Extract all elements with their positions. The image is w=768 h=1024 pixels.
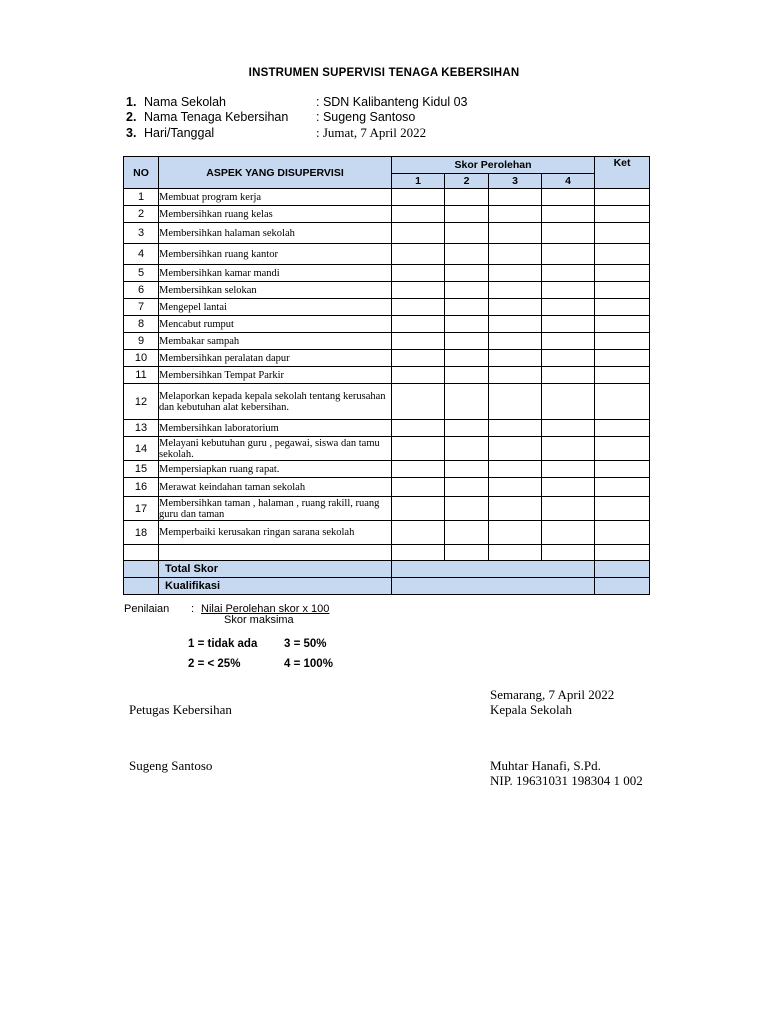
info-value: : SDN Kalibanteng Kidul 03 [316, 95, 468, 109]
right-signer-name: Muhtar Hanafi, S.Pd. [490, 758, 601, 773]
score-cell-3[interactable] [489, 223, 542, 244]
score-cell-2[interactable] [445, 384, 489, 420]
ket-cell[interactable] [595, 461, 650, 478]
score-cell-1[interactable] [392, 384, 445, 420]
row-number: 14 [124, 437, 159, 461]
table-row [124, 478, 650, 497]
score-cell-2[interactable] [445, 437, 489, 461]
row-aspect: Mengepel lantai [159, 299, 392, 316]
info-number: 2. [126, 110, 137, 124]
total-ket-cell[interactable] [595, 561, 650, 578]
score-cell-3[interactable] [489, 189, 542, 206]
score-cell-2[interactable] [445, 265, 489, 282]
score-cell-1[interactable] [392, 299, 445, 316]
row-number: 4 [124, 244, 159, 265]
score-cell-1[interactable] [392, 350, 445, 367]
score-cell-4[interactable] [542, 461, 595, 478]
penilaian-colon: : [191, 603, 195, 615]
info-label: Nama Sekolah [144, 95, 226, 109]
kualifikasi-row [124, 578, 650, 595]
score-cell-2[interactable] [445, 521, 489, 545]
score-cell-2[interactable] [445, 333, 489, 350]
ket-cell[interactable] [595, 350, 650, 367]
ket-cell[interactable] [595, 497, 650, 521]
score-cell-4[interactable] [542, 206, 595, 223]
score-cell-4[interactable] [542, 189, 595, 206]
signature-date: Semarang, 7 April 2022 [490, 687, 615, 702]
table-row [124, 461, 650, 478]
score-cell-1[interactable] [392, 367, 445, 384]
table-row [124, 206, 650, 223]
score-cell-4[interactable] [542, 497, 595, 521]
row-aspect: Membuat program kerja [159, 189, 392, 206]
row-aspect: Membersihkan laboratorium [159, 420, 392, 437]
row-number: 6 [124, 282, 159, 299]
ket-cell[interactable] [595, 223, 650, 244]
score-cell-4[interactable] [542, 223, 595, 244]
header-skor: Skor Perolehan [392, 157, 595, 174]
score-cell-1[interactable] [392, 497, 445, 521]
info-date [126, 125, 426, 141]
score-cell-4[interactable] [542, 299, 595, 316]
score-cell-3[interactable] [489, 461, 542, 478]
left-signer-role: Petugas Kebersihan [129, 702, 232, 717]
score-cell-4[interactable] [542, 521, 595, 545]
ket-cell[interactable] [595, 333, 650, 350]
score-cell-3[interactable] [489, 367, 542, 384]
row-aspect: Membersihkan taman , halaman , ruang rakill, ruang guru dan taman [159, 497, 392, 521]
row-number: 1 [124, 189, 159, 206]
row-aspect: Membersihkan kamar mandi [159, 265, 392, 282]
row-aspect: Membersihkan ruang kantor [159, 244, 392, 265]
score-cell-1[interactable] [392, 316, 445, 333]
table-row [124, 497, 650, 521]
scale-item: 1 = tidak ada [188, 638, 258, 650]
score-cell-4[interactable] [542, 545, 595, 561]
ket-cell[interactable] [595, 420, 650, 437]
ket-cell[interactable] [595, 244, 650, 265]
score-cell-1[interactable] [392, 521, 445, 545]
header-ket: Ket [595, 157, 650, 189]
table-row [124, 367, 650, 384]
score-cell-2[interactable] [445, 420, 489, 437]
score-cell-1[interactable] [392, 333, 445, 350]
score-cell-3[interactable] [489, 350, 542, 367]
score-cell-3[interactable] [489, 420, 542, 437]
formula-denominator: Skor maksima [224, 614, 294, 626]
table-row [124, 437, 650, 461]
score-cell-1[interactable] [392, 282, 445, 299]
ket-cell[interactable] [595, 316, 650, 333]
row-number: 10 [124, 350, 159, 367]
table-row [124, 316, 650, 333]
kualifikasi-ket-cell[interactable] [595, 578, 650, 595]
row-aspect: Membersihkan Tempat Parkir [159, 367, 392, 384]
score-cell-2[interactable] [445, 350, 489, 367]
row-aspect: Membakar sampah [159, 333, 392, 350]
score-cell-4[interactable] [542, 437, 595, 461]
score-cell-2[interactable] [445, 223, 489, 244]
table-row [124, 265, 650, 282]
table-row [124, 420, 650, 437]
row-number: 13 [124, 420, 159, 437]
ket-cell[interactable] [595, 367, 650, 384]
right-signer-nip: NIP. 19631031 198304 1 002 [490, 773, 643, 788]
total-value-cell[interactable] [392, 561, 595, 578]
row-aspect: Merawat keindahan taman sekolah [159, 478, 392, 497]
row-aspect: Membersihkan peralatan dapur [159, 350, 392, 367]
score-cell-3[interactable] [489, 299, 542, 316]
score-cell-2[interactable] [445, 545, 489, 561]
ket-cell[interactable] [595, 545, 650, 561]
score-cell-3[interactable] [489, 244, 542, 265]
score-cell-4[interactable] [542, 316, 595, 333]
table-row [124, 521, 650, 545]
row-number: 12 [124, 384, 159, 420]
score-cell-2[interactable] [445, 282, 489, 299]
score-cell-4[interactable] [542, 384, 595, 420]
score-cell-3[interactable] [489, 521, 542, 545]
score-cell-3[interactable] [489, 282, 542, 299]
table-row [124, 384, 650, 420]
score-cell-4[interactable] [542, 265, 595, 282]
score-cell-3[interactable] [489, 478, 542, 497]
table-row [124, 244, 650, 265]
row-aspect: Membersihkan halaman sekolah [159, 223, 392, 244]
ket-cell[interactable] [595, 206, 650, 223]
row-number: 7 [124, 299, 159, 316]
score-cell-4[interactable] [542, 350, 595, 367]
info-label: Nama Tenaga Kebersihan [144, 110, 289, 124]
row-number: 2 [124, 206, 159, 223]
row-aspect: Mempersiapkan ruang rapat. [159, 461, 392, 478]
supervision-table [123, 156, 650, 595]
table-row [124, 282, 650, 299]
score-cell-3[interactable] [489, 265, 542, 282]
table-row [124, 299, 650, 316]
score-cell-1[interactable] [392, 265, 445, 282]
row-number: 3 [124, 223, 159, 244]
row-number: 18 [124, 521, 159, 545]
ket-cell[interactable] [595, 299, 650, 316]
row-number: 17 [124, 497, 159, 521]
scale-item: 3 = 50% [284, 638, 327, 650]
info-number: 1. [126, 95, 137, 109]
info-value: : Jumat, 7 April 2022 [316, 125, 427, 140]
ket-cell[interactable] [595, 478, 650, 497]
scale-item: 4 = 100% [284, 658, 333, 670]
score-cell-3[interactable] [489, 333, 542, 350]
row-number: 11 [124, 367, 159, 384]
score-cell-2[interactable] [445, 367, 489, 384]
scale-item: 2 = < 25% [188, 658, 241, 670]
score-cell-2[interactable] [445, 206, 489, 223]
score-cell-4[interactable] [542, 333, 595, 350]
score-cell-3[interactable] [489, 384, 542, 420]
total-row [124, 561, 650, 578]
row-number: 8 [124, 316, 159, 333]
row-aspect: Melaporkan kepada kepala sekolah tentang kerusahan dan kebutuhan alat kebersihan. [159, 384, 392, 420]
row-aspect [159, 545, 392, 561]
score-cell-1[interactable] [392, 437, 445, 461]
score-cell-1[interactable] [392, 223, 445, 244]
right-signer-role: Kepala Sekolah [490, 702, 572, 717]
header-score-4: 4 [542, 174, 595, 189]
row-number: 9 [124, 333, 159, 350]
header-no: NO [124, 157, 159, 189]
table-row [124, 333, 650, 350]
info-school [126, 95, 467, 109]
ket-cell[interactable] [595, 521, 650, 545]
table-row [124, 189, 650, 206]
score-cell-3[interactable] [489, 206, 542, 223]
score-cell-2[interactable] [445, 189, 489, 206]
score-cell-2[interactable] [445, 478, 489, 497]
ket-cell[interactable] [595, 384, 650, 420]
score-cell-3[interactable] [489, 316, 542, 333]
ket-cell[interactable] [595, 265, 650, 282]
score-cell-2[interactable] [445, 316, 489, 333]
row-aspect: Mencabut rumput [159, 316, 392, 333]
info-staff [126, 110, 415, 124]
row-aspect: Membersihkan selokan [159, 282, 392, 299]
score-cell-4[interactable] [542, 420, 595, 437]
score-cell-2[interactable] [445, 461, 489, 478]
row-number: 16 [124, 478, 159, 497]
row-aspect: Melayani kebutuhan guru , pegawai, siswa dan tamu sekolah. [159, 437, 392, 461]
ket-cell[interactable] [595, 189, 650, 206]
score-cell-4[interactable] [542, 367, 595, 384]
score-cell-1[interactable] [392, 189, 445, 206]
row-number: 5 [124, 265, 159, 282]
row-number: 15 [124, 461, 159, 478]
row-number [124, 545, 159, 561]
score-cell-1[interactable] [392, 420, 445, 437]
ket-cell[interactable] [595, 437, 650, 461]
score-cell-4[interactable] [542, 244, 595, 265]
score-cell-2[interactable] [445, 299, 489, 316]
score-cell-1[interactable] [392, 461, 445, 478]
score-cell-1[interactable] [392, 545, 445, 561]
formula-numerator: Nilai Perolehan skor x 100 [201, 603, 330, 615]
header-score-1: 1 [392, 174, 445, 189]
score-cell-1[interactable] [392, 206, 445, 223]
row-aspect: Memperbaiki kerusakan ringan sarana sekolah [159, 521, 392, 545]
score-cell-3[interactable] [489, 545, 542, 561]
score-cell-3[interactable] [489, 437, 542, 461]
header-score-3: 3 [489, 174, 542, 189]
document-title: INSTRUMEN SUPERVISI TENAGA KEBERSIHAN [248, 67, 520, 79]
penilaian-label: Penilaian [124, 603, 170, 615]
score-cell-4[interactable] [542, 282, 595, 299]
kualifikasi-label: Kualifikasi [159, 578, 392, 595]
table-row [124, 350, 650, 367]
header-aspek: ASPEK YANG DISUPERVISI [159, 157, 392, 189]
row-aspect: Membersihkan ruang kelas [159, 206, 392, 223]
table-row [124, 545, 650, 561]
score-cell-2[interactable] [445, 497, 489, 521]
kualifikasi-value-cell[interactable] [392, 578, 595, 595]
total-label: Total Skor [159, 561, 392, 578]
score-cell-3[interactable] [489, 497, 542, 521]
info-number: 3. [126, 126, 137, 140]
score-cell-1[interactable] [392, 244, 445, 265]
info-label: Hari/Tanggal [144, 126, 215, 140]
table-row [124, 223, 650, 244]
score-cell-1[interactable] [392, 478, 445, 497]
info-value: : Sugeng Santoso [316, 110, 416, 124]
header-score-2: 2 [445, 174, 489, 189]
ket-cell[interactable] [595, 282, 650, 299]
left-signer-name: Sugeng Santoso [129, 758, 213, 773]
score-cell-2[interactable] [445, 244, 489, 265]
score-cell-4[interactable] [542, 478, 595, 497]
